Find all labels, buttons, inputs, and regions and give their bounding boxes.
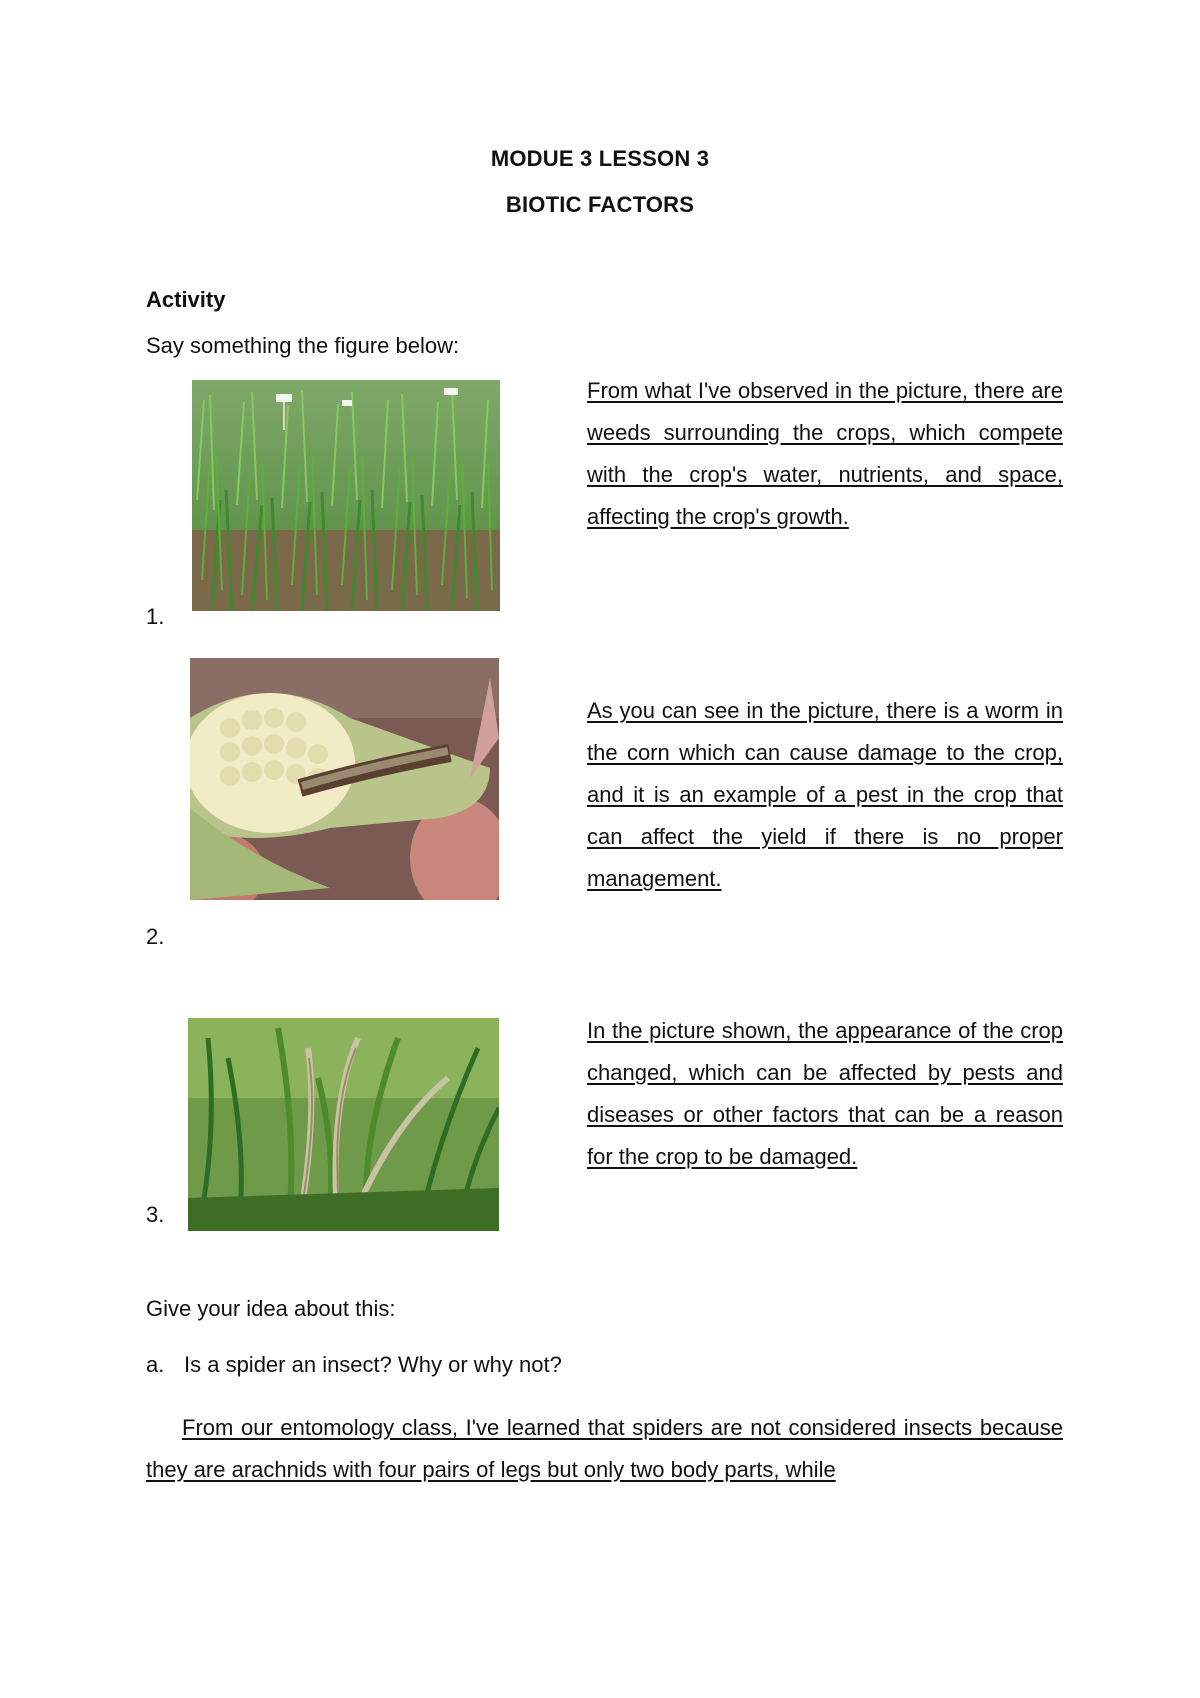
item-answer: In the picture shown, the appearance of the crop changed, which can be affected by pests and diseases or other factors that can be a reason for the crop to be damaged. — [587, 1018, 1063, 1169]
prompt-text: Give your idea about this: — [146, 1296, 396, 1321]
rice-field-with-weeds-photo — [192, 380, 500, 611]
item-number: 1. — [146, 604, 165, 629]
section-heading: Activity — [146, 287, 226, 312]
instruction-text: Say something the figure below: — [146, 333, 460, 358]
item-number: 2. — [146, 924, 165, 949]
item-number: 3. — [146, 1202, 165, 1227]
document-subtitle: BIOTIC FACTORS — [505, 192, 695, 217]
item-answer: From what I've observed in the picture, there are weeds surrounding the crops, which compete with the crop's water, nutrients, and space, affecting the crop's growth. — [587, 378, 1063, 529]
question-text: Is a spider an insect? Why or why not? — [184, 1352, 562, 1377]
item-answer: As you can see in the picture, there is a worm in the corn which can cause damage to the crop, and it is an example of a pest in the crop that can affect the yield if there is no proper management. — [587, 698, 1063, 891]
damaged-crop-leaves-photo — [188, 1018, 499, 1231]
corn-ear-with-worm-photo — [190, 658, 499, 900]
question-letter: a. — [146, 1352, 165, 1377]
question-a — [146, 1352, 562, 1378]
question-answer: From our entomology class, I've learned that spiders are not considered insects because they are arachnids with four pairs of legs but only two body parts, while — [146, 1415, 1063, 1482]
document-title: MODUE 3 LESSON 3 — [490, 146, 710, 171]
